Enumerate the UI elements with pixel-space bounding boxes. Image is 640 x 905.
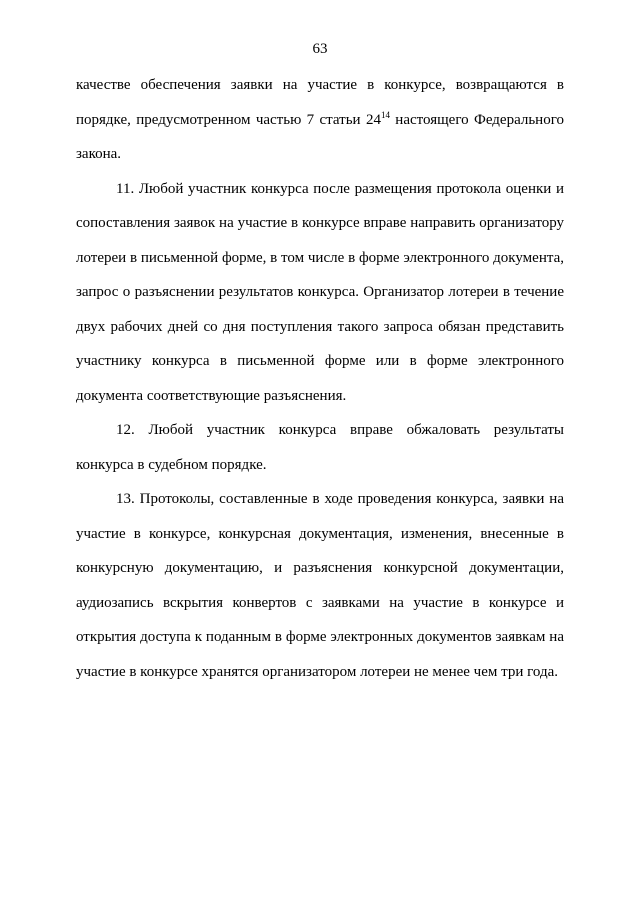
article-superscript: 14 <box>380 109 390 120</box>
paragraph-13: 13. Протоколы, составленные в ходе проведения конкурса, заявки на участие в конкурсе, конкурсная документация, изменения, внесенные в конкурсную документацию, и разъяснения конкурсной документации, аудиозапись вскрытия конвертов с заявками на участие в конкурсе и открытия доступа к поданным в форме электронных документов заявкам на участие в конкурсе хранятся организатором лотереи не менее чем три года. <box>76 491 564 680</box>
paragraph-11: 11. Любой участник конкурса после размещения протокола оценки и сопоставления заявок на участие в конкурсе вправе направить организатору лотереи в письменной форме, в том числе в форме электронного документа, запрос о разъяснении результатов конкурса. Организатор лотереи в течение двух рабочих дней со дня поступления такого запроса обязан представить участнику конкурса в письменной форме или в форме электронного документа соответствующие разъяснения. <box>76 180 564 404</box>
paragraph-continuation-text: качестве обеспечения заявки на участие в конкурсе, возвращаются в порядке, предусмотренном частью 7 статьи 24 <box>76 77 564 128</box>
page-number: 63 <box>312 41 328 57</box>
paragraph-continuation-end: настоящего Федерального закона. <box>76 111 564 162</box>
paragraph-12: 12. Любой участник конкурса вправе обжаловать результаты конкурса в судебном порядке. <box>76 422 564 473</box>
document-body <box>76 68 564 689</box>
paragraph-continuation <box>76 68 564 172</box>
